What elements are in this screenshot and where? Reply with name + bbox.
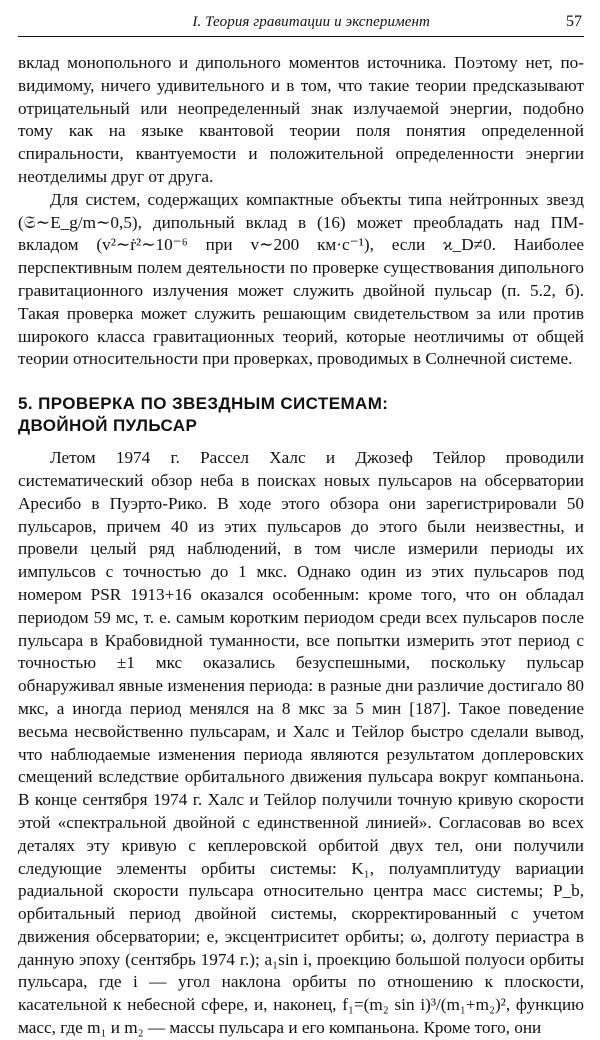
- running-header: [18, 10, 584, 37]
- paragraph-binary-pulsar: Летом 1974 г. Рассел Халс и Джозеф Тейлор проводили систематический обзор неба в поисках новых пульсаров на обсерватории Аресибо в Пуэрто-Рико. В ходе этого обзора они зарегистрировали 50 пульсаров, причем 40 из этих пульсаров до этого были неизвестны, и провели целый ряд наблюдений, в том числе измерили периоды их импульсов с точностью до 1 мкс. Однако один из этих пульсаров под номером PSR 1913+16 оказался особенным: кроме того, что он обладал периодом 59 мс, т. е. самым коротким периодом среди всех пульсаров после пульсара в Крабовидной туманности, все попытки измерить этот период с точностью ±1 мкс оказались безуспешными, поскольку пульсар обнаруживал явные изменения периода: в разные дни различие достигало 80 мкс, а иногда период менялся на 8 мкс за 5 мин [187]. Такое поведение весьма несвойственно пульсарам, и Халс и Тейлор быстро сделали вывод, что наблюдаемые изменения периода являются результатом доплеровских смещений вследствие орбитального движения пульсара вокруг компаньона. В конце сентября 1974 г. Халс и Тейлор получили точную кривую скорости этой «спектральной двойной с единственной линией». Согласовав во всех деталях эту кривую с кеплеровской орбитой двух тел, они получили следующие элементы орбиты системы: K₁, полуамплитуду вариации радиальной скорости пульсара относительно центра масс системы; P_b, орбитальный период двойной системы, скорректированный с учетом движения обсерватории; e, эксцентриситет орбиты; ω, долготу периастра в данную эпоху (сентябрь 1974 г.); a₁sin i, проекцию большой полуоси орбиты пульсара, где i — угол наклона орбиты по отношению к плоскости, касательной к небесной сфере, и, наконец, f₁=(m₂ sin i)³/(m₁+m₂)², функцию масс, где m₁ и m₂ — массы пульсара и его компаньона. Кроме того, они: [18, 448, 584, 1038]
- paragraph-continuation: вклад монопольного и дипольного моментов источника. Поэтому нет, по-видимому, ничего удивительного и в том, что такие теории предсказывают отрицательный или неопределенный знак излучаемой энергии, подобно тому как на языке квантовой теории поля понятия определенной спиральности, квантуемости и положительной определенности энергии неотделимы друг от друга.: [18, 53, 584, 186]
- paragraph-compact-systems: Для систем, содержащих компактные объекты типа нейтронных звезд (𝔖∼E_g/m∼0,5), дипольный вклад в (16) может преобладать над ПМ-вкладом (v²∼ṙ²∼10⁻⁶ при v∼200 км·с⁻¹), если ϰ_D≠0. Наиболее перспективным полем деятельности по проверке существования дипольного гравитационного излучения может служить двойной пульсар (п. 5.2, б). Такая проверка может служить решающим свидетельством за или против широкого класса гравитационных теорий, которые неотличимы от общей теории относительности при проверках, проводимых в Солнечной системе.: [18, 189, 584, 369]
- running-title: I. Теория гравитации и эксперимент: [192, 14, 430, 30]
- page-body: [18, 52, 584, 1040]
- section-heading-line2: ДВОЙНОЙ ПУЛЬСАР: [18, 416, 198, 436]
- page-number: 57: [566, 13, 582, 30]
- section-heading: [18, 393, 584, 437]
- section-heading-line1: 5. ПРОВЕРКА ПО ЗВЕЗДНЫМ СИСТЕМАМ:: [18, 394, 389, 414]
